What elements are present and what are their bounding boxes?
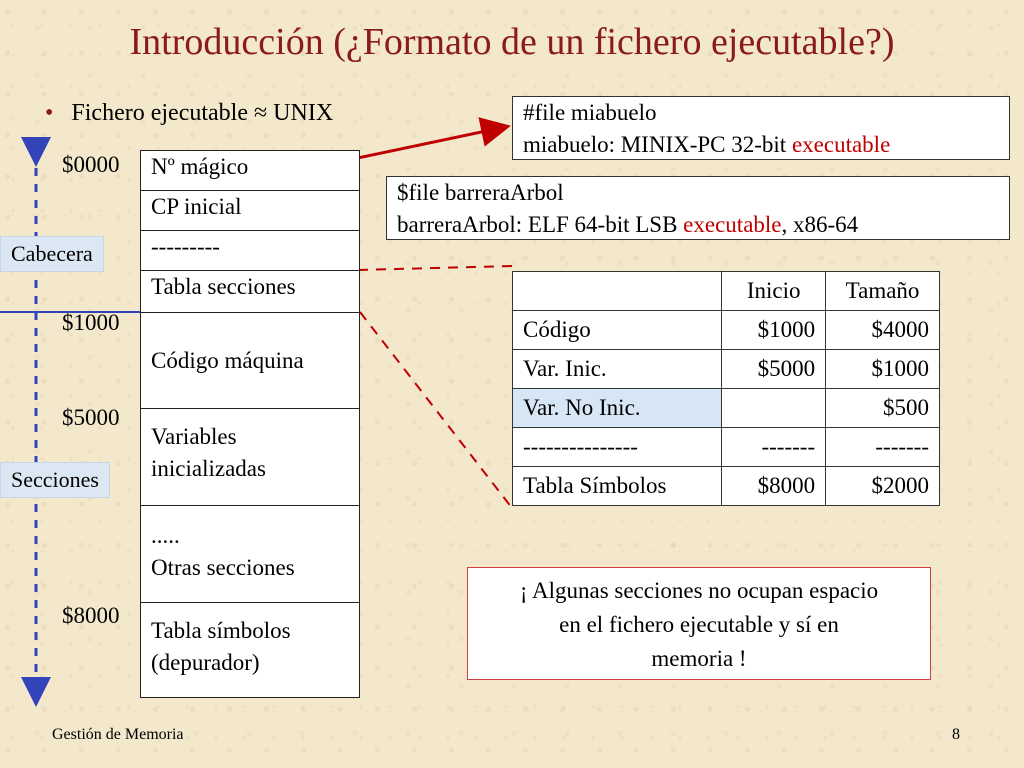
table-row: [513, 311, 940, 350]
header-label: Cabecera: [0, 236, 104, 272]
table-cell: Tabla Símbolos: [513, 467, 722, 506]
table-cell: $1000: [722, 311, 826, 350]
layout-separator: ---------: [141, 231, 359, 271]
note-line: memoria !: [651, 646, 747, 671]
page-number: 8: [952, 726, 960, 743]
table-header-cell: Inicio: [722, 272, 826, 311]
table-cell: -------: [722, 428, 826, 467]
table-row: [513, 467, 940, 506]
bullet-text: Fichero ejecutable ≈ UNIX: [71, 100, 334, 126]
layout-symbol-table-line1: Tabla símbolos: [151, 618, 291, 643]
sections-table: [512, 271, 940, 506]
table-cell: ---------------: [513, 428, 722, 467]
table-cell: $2000: [826, 467, 940, 506]
address-label: $0000: [62, 152, 120, 177]
address-label: $5000: [62, 405, 120, 430]
table-cell: $1000: [826, 350, 940, 389]
note-line: ¡ Algunas secciones no ocupan espacio: [519, 578, 879, 603]
table-cell: $500: [826, 389, 940, 428]
minix-command: #file miabuelo: [523, 100, 657, 125]
minix-result: [523, 129, 999, 161]
elf-file-output: [386, 176, 1010, 240]
sections-label: Secciones: [0, 462, 110, 498]
note-box: [467, 567, 931, 680]
table-header-cell: Tamaño: [826, 272, 940, 311]
address-label: $1000: [62, 310, 120, 335]
layout-other-sections-line1: .....: [151, 523, 180, 548]
table-cell: $4000: [826, 311, 940, 350]
note-line: en el fichero ejecutable y sí en: [559, 612, 839, 637]
layout-section-table: Tabla secciones: [141, 271, 359, 313]
table-cell: Código: [513, 311, 722, 350]
section-link-top: [358, 266, 512, 270]
table-cell: Var. Inic.: [513, 350, 722, 389]
elf-result-text: barreraArbol: ELF 64-bit LSB: [397, 212, 684, 237]
slide-title: Introducción (¿Formato de un fichero ejecutable?): [129, 21, 895, 63]
elf-arch: , x86-64: [781, 212, 859, 237]
elf-result: [397, 209, 999, 241]
minix-result-text: miabuelo: MINIX-PC 32-bit: [523, 132, 792, 157]
table-header-row: [513, 272, 940, 311]
address-label: $8000: [62, 603, 120, 628]
bullet-symbol: •: [45, 100, 54, 126]
layout-other-sections: [141, 506, 359, 603]
table-cell: -------: [826, 428, 940, 467]
file-layout: [140, 150, 360, 698]
table-cell: $8000: [722, 467, 826, 506]
layout-init-vars-line1: Variables: [151, 424, 237, 449]
layout-symbol-table-line2: (depurador): [151, 650, 260, 675]
table-cell: $5000: [722, 350, 826, 389]
layout-machine-code: Código máquina: [141, 313, 359, 409]
section-link-bottom: [360, 312, 512, 508]
layout-init-vars: [141, 409, 359, 506]
table-row: [513, 428, 940, 467]
footer-title: Gestión de Memoria: [52, 726, 184, 743]
table-header-cell: [513, 272, 722, 311]
table-cell: Var. No Inic.: [513, 389, 722, 428]
layout-init-vars-line2: inicializadas: [151, 456, 266, 481]
layout-symbol-table: [141, 603, 359, 697]
elf-command: $file barreraArbol: [397, 180, 564, 205]
elf-executable-word: executable: [683, 212, 782, 237]
layout-initial-pc: CP inicial: [141, 191, 359, 231]
minix-executable-word: executable: [791, 132, 891, 157]
minix-file-output: [512, 96, 1010, 160]
table-cell: [722, 389, 826, 428]
layout-other-sections-line2: Otras secciones: [151, 555, 295, 580]
table-row: [513, 350, 940, 389]
table-row: [513, 389, 940, 428]
layout-magic-number: Nº mágico: [141, 151, 359, 191]
